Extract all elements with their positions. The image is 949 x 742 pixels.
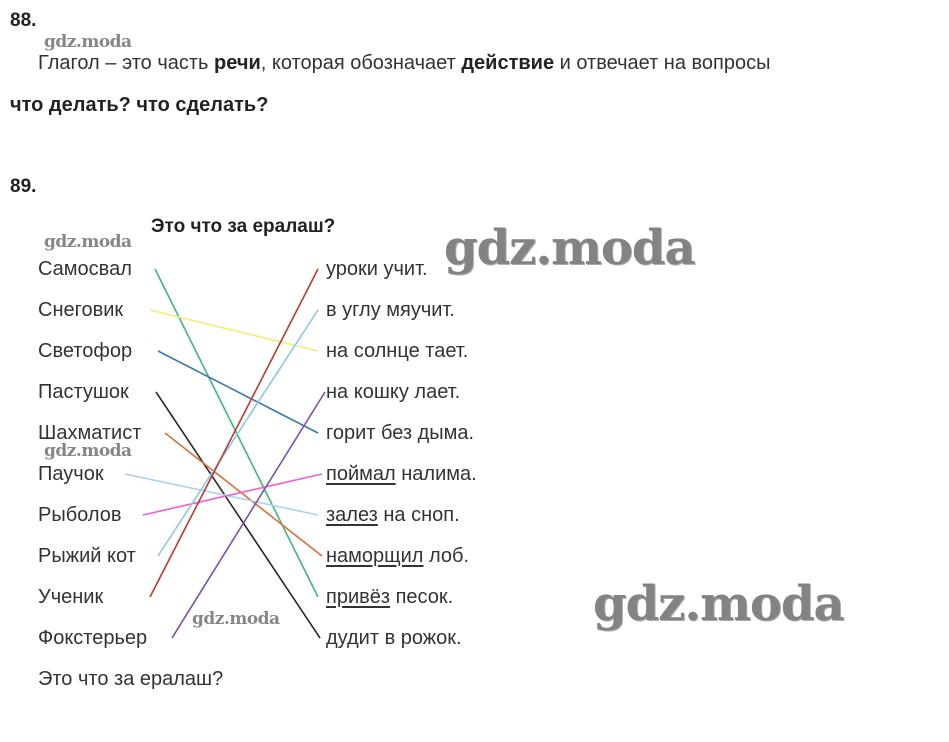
- underlined-verb: поймал: [326, 463, 396, 485]
- left-word: Пастушок: [38, 381, 129, 403]
- match-line: [165, 433, 322, 556]
- phrase-text: налима.: [395, 463, 477, 485]
- ex88-bold-rechi: речи: [214, 52, 261, 74]
- watermark-logo: gdz.moda: [44, 32, 132, 52]
- left-word: Паучок: [38, 463, 104, 485]
- phrase-text: уроки учит.: [326, 258, 428, 280]
- phrase-text: песок.: [390, 586, 454, 608]
- watermark-logo: gdz.moda: [44, 441, 132, 461]
- exercise-89-number: 89.: [10, 176, 37, 197]
- watermark-logo-large: gdz.moda: [593, 576, 844, 632]
- left-word: Светофор: [38, 340, 133, 362]
- phrase-text: на кошку лает.: [326, 381, 461, 403]
- underlined-verb: залез: [326, 504, 378, 526]
- match-line: [158, 351, 318, 433]
- ex88-text-1: Глагол – это часть: [38, 52, 215, 74]
- left-word: Снеговик: [38, 299, 124, 321]
- phrase-text: на сноп.: [377, 504, 460, 526]
- watermark-logo-large: gdz.moda: [444, 220, 695, 276]
- closing-line: Это что за ералаш?: [38, 668, 224, 690]
- phrase-text: лоб.: [423, 545, 470, 567]
- left-word: Самосвал: [38, 258, 132, 280]
- phrase-text: дудит в рожок.: [326, 627, 462, 649]
- match-line: [172, 392, 325, 638]
- watermark-logo: gdz.moda: [44, 232, 132, 252]
- underlined-verb: наморщил: [326, 545, 424, 567]
- watermark-logo: gdz.moda: [192, 609, 280, 629]
- match-line: [150, 310, 318, 351]
- phrase-text: на солнце тает.: [326, 340, 469, 362]
- match-line: [158, 310, 318, 556]
- left-word: Шахматист: [38, 422, 142, 444]
- exercise-89-title: Это что за ералаш?: [151, 216, 336, 237]
- ex88-text-2: , которая обозначает: [260, 52, 462, 74]
- exercise-88-line2: что делать? что сделать?: [10, 94, 269, 116]
- phrase-text: в углу мяучит.: [326, 299, 455, 321]
- underlined-verb: привёз: [326, 586, 391, 608]
- left-word: Рыболов: [38, 504, 122, 526]
- match-line: [156, 392, 320, 638]
- left-word: Ученик: [38, 586, 104, 608]
- ex88-text-3: и отвечает на вопросы: [554, 52, 771, 74]
- exercise-88-number: 88.: [10, 10, 37, 31]
- match-line: [125, 474, 318, 515]
- left-word: Фокстерьер: [38, 627, 148, 649]
- left-word: Рыжий кот: [38, 545, 136, 567]
- ex88-bold-deystvie: действие: [461, 52, 555, 74]
- match-line: [143, 474, 322, 515]
- phrase-text: горит без дыма.: [326, 422, 475, 444]
